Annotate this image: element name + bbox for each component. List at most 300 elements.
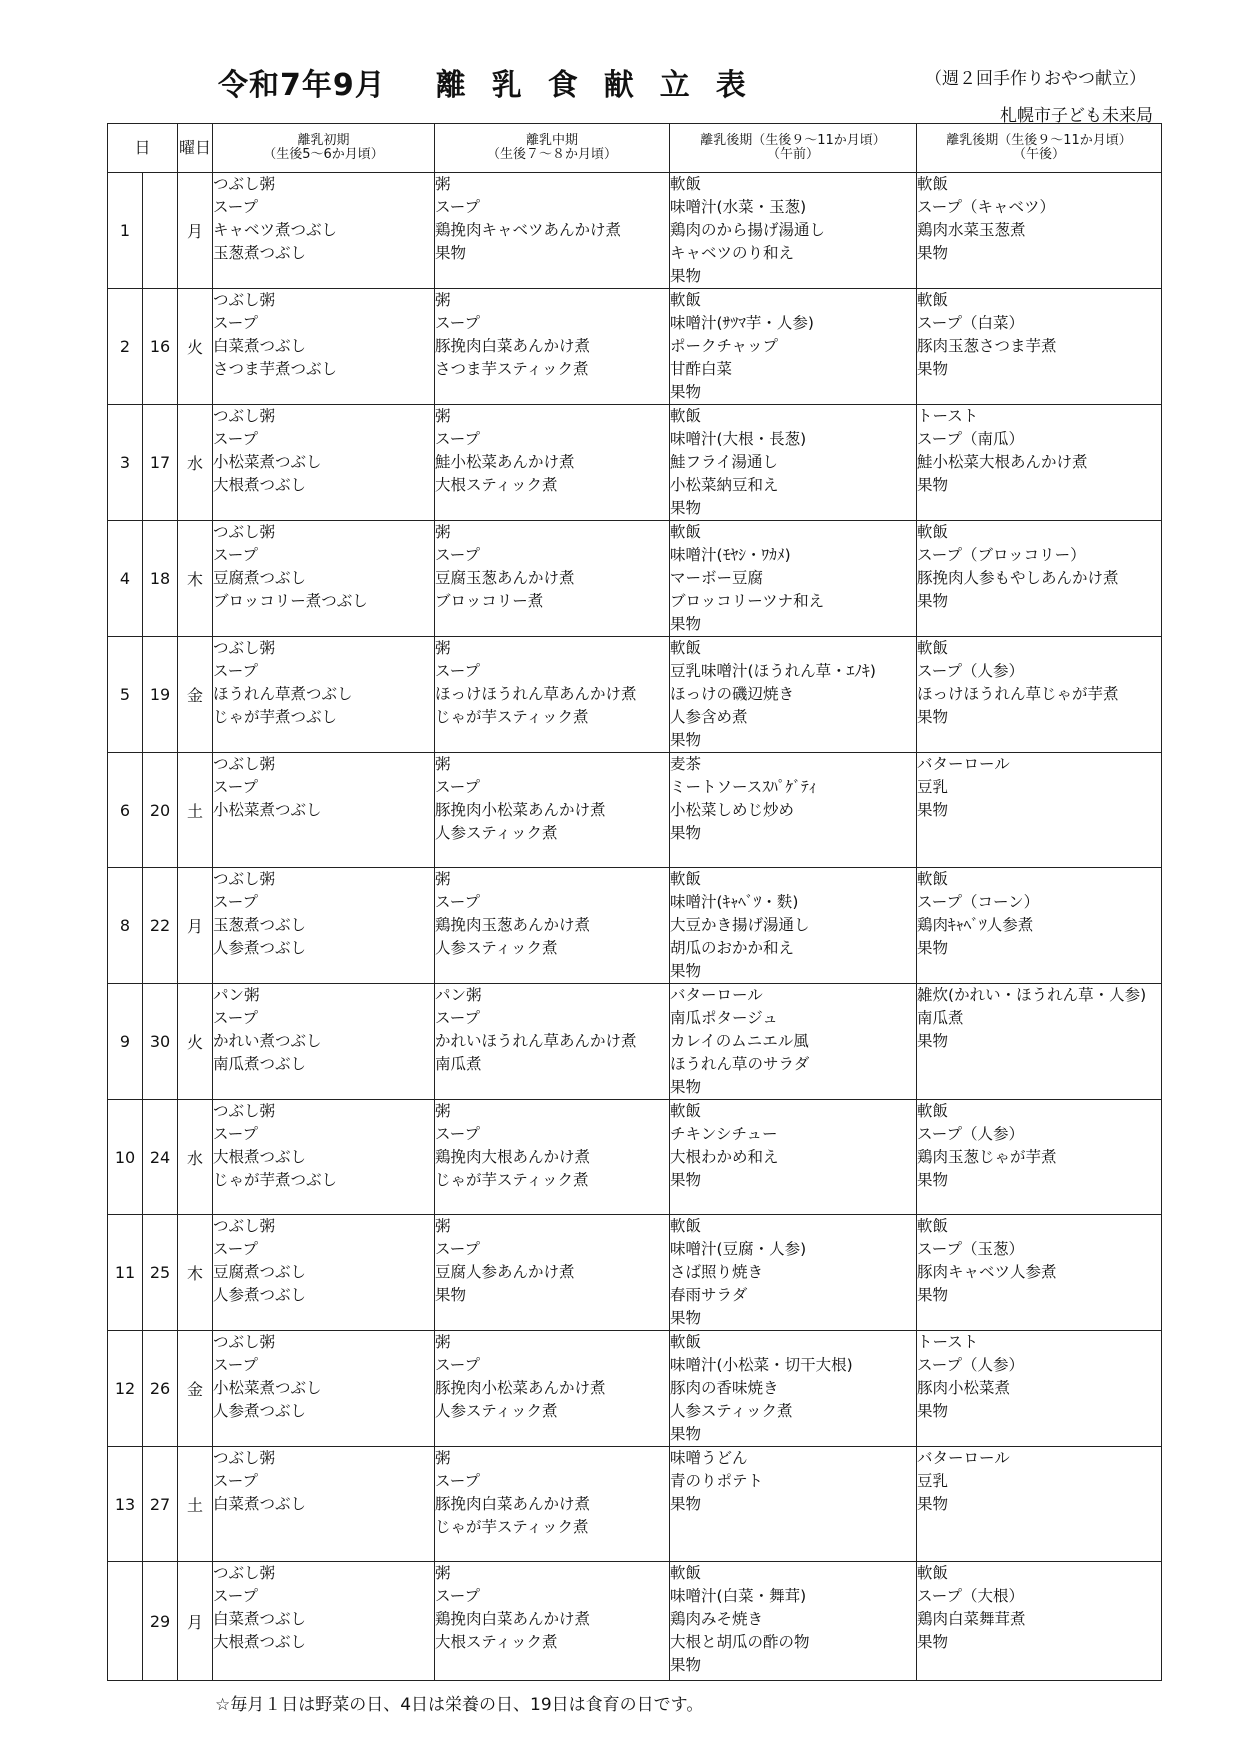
menu-item: 小松菜煮つぶし: [213, 453, 322, 471]
menu-item: 味噌汁(白菜・舞茸): [670, 1587, 807, 1605]
menu-cell-late-pm: [917, 753, 1162, 868]
menu-item: スープ（キャベツ）: [917, 198, 1055, 216]
menu-cell-mid: [435, 521, 670, 637]
menu-item: 人参煮つぶし: [213, 939, 307, 957]
footer-note: ☆毎月１日は野菜の日、4日は栄養の日、19日は食育の日です。: [215, 1695, 704, 1715]
menu-item: スープ: [435, 546, 480, 564]
menu-item: 果物: [670, 615, 702, 633]
menu-item: 果物: [917, 708, 949, 726]
menu-item: 豚肉小松菜煮: [917, 1379, 1011, 1397]
menu-item: スープ（人参）: [917, 1356, 1024, 1374]
header-day: 日: [108, 124, 178, 173]
row-date: 19: [143, 637, 178, 753]
menu-item: 粥: [435, 1564, 451, 1582]
menu-cell-mid: [435, 173, 670, 289]
menu-item: 果物: [917, 1402, 949, 1420]
menu-item: 大根と胡瓜の酢の物: [670, 1633, 810, 1651]
menu-item: 鮭小松菜大根あんかけ煮: [917, 453, 1088, 471]
menu-item: 軟飯: [670, 1333, 702, 1351]
row-weekday: 火: [178, 289, 213, 405]
menu-item: 果物: [917, 244, 949, 262]
row-date: 30: [143, 984, 178, 1100]
header-early: [213, 124, 435, 173]
menu-item: バターロール: [917, 1449, 1010, 1467]
menu-item: 軟飯: [917, 1564, 949, 1582]
menu-item: スープ: [435, 778, 480, 796]
menu-item: ブロッコリー煮: [435, 592, 544, 610]
menu-item: 鶏肉水菜玉葱煮: [917, 221, 1026, 239]
menu-cell-late-pm: [917, 1447, 1162, 1562]
menu-item: スープ（白菜）: [917, 314, 1024, 332]
row-number: 10: [108, 1100, 143, 1215]
menu-item: 大根煮つぶし: [213, 1148, 307, 1166]
menu-item: 軟飯: [917, 523, 949, 541]
menu-item: 軟飯: [917, 1217, 949, 1235]
table-row: [108, 868, 1162, 984]
menu-cell-early: [213, 753, 435, 868]
menu-item: 果物: [917, 1171, 949, 1189]
menu-item: 味噌汁(豆腐・人参): [670, 1240, 807, 1258]
menu-item: かれい煮つぶし: [213, 1032, 322, 1050]
row-date: 25: [143, 1215, 178, 1331]
menu-item: 南瓜煮つぶし: [213, 1055, 307, 1073]
menu-item: スープ: [435, 662, 480, 680]
menu-item: 粥: [435, 1333, 451, 1351]
row-number: 3: [108, 405, 143, 521]
menu-item: スープ: [435, 1125, 480, 1143]
header-dow: 曜日: [178, 124, 213, 173]
menu-cell-late-pm: [917, 1100, 1162, 1215]
menu-item: 粥: [435, 407, 451, 425]
menu-item: パン粥: [213, 986, 260, 1004]
menu-item: 粥: [435, 639, 451, 657]
menu-item: 豆腐人参あんかけ煮: [435, 1263, 575, 1281]
menu-item: キャベツ煮つぶし: [213, 221, 338, 239]
menu-item: 玉葱煮つぶし: [213, 916, 307, 934]
menu-item: 果物: [917, 592, 949, 610]
header-late-am: [670, 124, 917, 173]
row-weekday: 土: [178, 753, 213, 868]
menu-cell-late-pm: [917, 405, 1162, 521]
menu-item: スープ: [213, 662, 258, 680]
menu-item: さつま芋スティック煮: [435, 360, 589, 378]
menu-item: 人参煮つぶし: [213, 1402, 307, 1420]
table-row: [108, 289, 1162, 405]
menu-item: 鶏挽肉玉葱あんかけ煮: [435, 916, 591, 934]
menu-item: 味噌汁(ﾓﾔｼ・ﾜｶﾒ): [670, 546, 791, 564]
menu-item: 味噌汁(大根・長葱): [670, 430, 807, 448]
menu-item: スープ: [213, 1356, 258, 1374]
row-date: 27: [143, 1447, 178, 1562]
menu-cell-late-pm: [917, 521, 1162, 637]
menu-item: 大根わかめ和え: [670, 1148, 779, 1166]
row-weekday: 月: [178, 1562, 213, 1681]
menu-item: 味噌汁(ｻﾂﾏ芋・人参): [670, 314, 814, 332]
menu-item: じゃが芋スティック煮: [435, 1171, 589, 1189]
menu-item: スープ: [213, 430, 258, 448]
menu-item: かれいほうれん草あんかけ煮: [435, 1032, 637, 1050]
header-late-am-line2: （午前）: [767, 147, 820, 162]
menu-item: ブロッコリー煮つぶし: [213, 592, 368, 610]
menu-item: ほっけほうれん草じゃが芋煮: [917, 685, 1119, 703]
menu-cell-late-am: [670, 984, 917, 1100]
row-number: 2: [108, 289, 143, 405]
menu-item: 果物: [917, 1495, 949, 1513]
menu-item: 南瓜ポタージュ: [670, 1009, 778, 1027]
menu-item: 豚肉キャベツ人参煮: [917, 1263, 1057, 1281]
menu-item: つぶし粥: [213, 1449, 276, 1467]
menu-cell-mid: [435, 1215, 670, 1331]
menu-item: 軟飯: [917, 291, 949, 309]
menu-item: つぶし粥: [213, 1217, 276, 1235]
row-date: 29: [143, 1562, 178, 1681]
menu-item: さつま芋煮つぶし: [213, 360, 338, 378]
menu-cell-mid: [435, 984, 670, 1100]
menu-cell-early: [213, 173, 435, 289]
table-row: [108, 405, 1162, 521]
menu-item: 果物: [435, 244, 467, 262]
menu-item: 大根スティック煮: [435, 1633, 558, 1651]
menu-item: じゃが芋煮つぶし: [213, 708, 338, 726]
header-early-line1: 離乳初期: [297, 133, 350, 148]
menu-cell-late-am: [670, 289, 917, 405]
menu-item: 豆乳: [917, 1472, 949, 1490]
row-weekday: 水: [178, 1100, 213, 1215]
menu-item: 胡瓜のおかか和え: [670, 939, 795, 957]
row-number: 1: [108, 173, 143, 289]
row-weekday: 土: [178, 1447, 213, 1562]
menu-item: 粥: [435, 291, 451, 309]
row-number: 13: [108, 1447, 143, 1562]
menu-item: ブロッコリーツナ和え: [670, 592, 825, 610]
menu-item: 果物: [670, 1078, 702, 1096]
menu-cell-mid: [435, 1331, 670, 1447]
menu-item: 豚肉の香味焼き: [670, 1379, 779, 1397]
menu-cell-early: [213, 521, 435, 637]
row-number: 9: [108, 984, 143, 1100]
menu-item: 味噌汁(小松菜・切干大根): [670, 1356, 853, 1374]
table-row: [108, 173, 1162, 289]
menu-item: じゃが芋スティック煮: [435, 708, 589, 726]
row-date: 22: [143, 868, 178, 984]
menu-table: [107, 123, 1162, 1681]
menu-item: 青のりポテト: [670, 1472, 764, 1490]
menu-item: じゃが芋煮つぶし: [213, 1171, 338, 1189]
row-weekday: 金: [178, 637, 213, 753]
menu-item: 果物: [435, 1286, 467, 1304]
menu-item: 鶏肉のから揚げ湯通し: [670, 221, 826, 239]
menu-item: 豆腐煮つぶし: [213, 1263, 307, 1281]
menu-cell-mid: [435, 1447, 670, 1562]
menu-item: さば照り焼き: [670, 1263, 764, 1281]
row-weekday: 木: [178, 521, 213, 637]
menu-cell-early: [213, 405, 435, 521]
table-row: [108, 521, 1162, 637]
menu-cell-late-pm: [917, 1562, 1162, 1681]
row-number: [108, 1562, 143, 1681]
menu-item: スープ（人参）: [917, 662, 1024, 680]
header-late-pm-line2: （午後）: [1013, 147, 1066, 162]
menu-cell-mid: [435, 1562, 670, 1681]
menu-item: 果物: [917, 1633, 949, 1651]
menu-item: トースト: [917, 407, 979, 425]
menu-item: スープ（南瓜）: [917, 430, 1024, 448]
menu-item: 果物: [670, 267, 702, 285]
menu-item: ほうれん草のサラダ: [670, 1055, 810, 1073]
row-number: 4: [108, 521, 143, 637]
menu-cell-mid: [435, 405, 670, 521]
menu-item: スープ: [213, 1240, 258, 1258]
menu-item: 果物: [917, 1286, 949, 1304]
menu-cell-early: [213, 984, 435, 1100]
menu-item: カレイのムニエル風: [670, 1032, 809, 1050]
menu-cell-late-am: [670, 1447, 917, 1562]
menu-cell-late-pm: [917, 173, 1162, 289]
menu-item: 鶏挽肉白菜あんかけ煮: [435, 1610, 591, 1628]
menu-item: 味噌汁(ｷｬﾍﾞﾂ・麩): [670, 893, 799, 911]
menu-item: スープ: [213, 198, 258, 216]
row-number: 8: [108, 868, 143, 984]
menu-item: じゃが芋スティック煮: [435, 1518, 589, 1536]
menu-item: 軟飯: [670, 291, 702, 309]
menu-item: スープ: [435, 198, 480, 216]
menu-item: 南瓜煮: [435, 1055, 482, 1073]
row-date: 26: [143, 1331, 178, 1447]
header-late-pm: [917, 124, 1162, 173]
row-weekday: 水: [178, 405, 213, 521]
menu-cell-late-am: [670, 1562, 917, 1681]
menu-item: 白菜煮つぶし: [213, 1610, 307, 1628]
menu-cell-early: [213, 1331, 435, 1447]
header-row: [108, 124, 1162, 173]
menu-item: スープ（大根）: [917, 1587, 1024, 1605]
menu-cell-late-am: [670, 1100, 917, 1215]
menu-item: 豆乳: [917, 778, 949, 796]
menu-item: スープ: [213, 893, 258, 911]
menu-item: 小松菜しめじ炒め: [670, 801, 795, 819]
menu-item: 豆乳味噌汁(ほうれん草・ｴﾉｷ): [670, 662, 876, 680]
menu-item: スープ: [435, 1009, 480, 1027]
menu-cell-late-am: [670, 173, 917, 289]
menu-item: 味噌汁(水菜・玉葱): [670, 198, 807, 216]
menu-item: 果物: [917, 360, 949, 378]
organization-name: 札幌市子ども未来局: [1000, 106, 1153, 126]
menu-item: 鶏肉みそ焼き: [670, 1610, 764, 1628]
menu-item: 豚挽肉小松菜あんかけ煮: [435, 1379, 606, 1397]
menu-cell-late-pm: [917, 637, 1162, 753]
menu-item: 人参スティック煮: [435, 824, 558, 842]
menu-item: スープ: [213, 1472, 258, 1490]
table-row: [108, 1100, 1162, 1215]
menu-item: 果物: [670, 499, 702, 517]
menu-item: つぶし粥: [213, 175, 276, 193]
menu-item: 軟飯: [670, 1102, 702, 1120]
header-late-pm-line1: 離乳後期（生後９～11か月頃）: [946, 133, 1132, 148]
menu-item: 軟飯: [917, 1102, 949, 1120]
menu-item: スープ: [435, 1587, 480, 1605]
table-row: [108, 984, 1162, 1100]
menu-cell-early: [213, 1100, 435, 1215]
menu-cell-mid: [435, 289, 670, 405]
header-late-am-line1: 離乳後期（生後９～11か月頃）: [700, 133, 886, 148]
menu-item: 果物: [917, 939, 949, 957]
menu-cell-early: [213, 637, 435, 753]
menu-item: 果物: [670, 1656, 702, 1674]
menu-item: スープ: [213, 1125, 258, 1143]
row-number: 6: [108, 753, 143, 868]
menu-item: マーボー豆腐: [670, 569, 764, 587]
menu-item: 人参含め煮: [670, 708, 748, 726]
menu-cell-mid: [435, 1100, 670, 1215]
menu-item: 豚挽肉白菜あんかけ煮: [435, 337, 591, 355]
menu-item: 軟飯: [670, 1564, 702, 1582]
table-row: [108, 1215, 1162, 1331]
menu-item: 軟飯: [670, 639, 702, 657]
menu-item: スープ（ブロッコリー）: [917, 546, 1086, 564]
row-date: 16: [143, 289, 178, 405]
table-row: [108, 1562, 1162, 1681]
menu-item: 軟飯: [917, 175, 949, 193]
row-date: 20: [143, 753, 178, 868]
menu-item: ほっけほうれん草あんかけ煮: [435, 685, 637, 703]
row-weekday: 月: [178, 173, 213, 289]
menu-item: 味噌うどん: [670, 1449, 748, 1467]
menu-item: スープ: [213, 778, 258, 796]
table-row: [108, 637, 1162, 753]
menu-cell-mid: [435, 637, 670, 753]
menu-item: つぶし粥: [213, 1102, 276, 1120]
menu-item: バターロール: [670, 986, 763, 1004]
menu-item: 果物: [670, 962, 702, 980]
menu-item: スープ: [435, 1356, 480, 1374]
menu-item: スープ: [435, 1472, 480, 1490]
menu-item: つぶし粥: [213, 523, 276, 541]
menu-item: 粥: [435, 175, 451, 193]
menu-item: 玉葱煮つぶし: [213, 244, 307, 262]
row-number: 5: [108, 637, 143, 753]
menu-item: 豚挽肉小松菜あんかけ煮: [435, 801, 606, 819]
row-date: [143, 173, 178, 289]
menu-item: 粥: [435, 1102, 451, 1120]
menu-item: 果物: [670, 824, 702, 842]
menu-item: 果物: [670, 731, 702, 749]
menu-item: 南瓜煮: [917, 1009, 964, 1027]
menu-item: 大根煮つぶし: [213, 476, 307, 494]
menu-item: 鶏挽肉キャベツあんかけ煮: [435, 221, 622, 239]
menu-item: 軟飯: [670, 870, 702, 888]
menu-cell-mid: [435, 868, 670, 984]
menu-item: 果物: [670, 383, 702, 401]
header-mid-line1: 離乳中期: [526, 133, 579, 148]
menu-item: 白菜煮つぶし: [213, 337, 307, 355]
menu-cell-late-am: [670, 868, 917, 984]
menu-item: 鶏肉玉葱じゃが芋煮: [917, 1148, 1057, 1166]
menu-item: 小松菜煮つぶし: [213, 801, 322, 819]
menu-item: つぶし粥: [213, 1564, 276, 1582]
menu-item: スープ: [435, 1240, 480, 1258]
menu-item: つぶし粥: [213, 639, 276, 657]
menu-cell-late-am: [670, 753, 917, 868]
menu-item: 豆腐煮つぶし: [213, 569, 307, 587]
menu-item: 大根煮つぶし: [213, 1633, 307, 1651]
menu-item: 鶏挽肉大根あんかけ煮: [435, 1148, 591, 1166]
row-date: 17: [143, 405, 178, 521]
menu-cell-early: [213, 1562, 435, 1681]
menu-item: スープ: [213, 1587, 258, 1605]
menu-item: キャベツのり和え: [670, 244, 795, 262]
row-weekday: 火: [178, 984, 213, 1100]
menu-item: 甘酢白菜: [670, 360, 733, 378]
menu-cell-mid: [435, 753, 670, 868]
menu-item: ほうれん草煮つぶし: [213, 685, 353, 703]
menu-cell-late-am: [670, 405, 917, 521]
title-main: 離乳食献立表: [435, 68, 772, 103]
menu-item: 人参煮つぶし: [213, 1286, 307, 1304]
menu-item: ほっけの磯辺焼き: [670, 685, 795, 703]
menu-item: 粥: [435, 523, 451, 541]
menu-item: 人参スティック煮: [435, 1402, 558, 1420]
menu-item: 鶏肉ｷｬﾍﾞﾂ人参煮: [917, 916, 1034, 934]
menu-item: パン粥: [435, 986, 482, 1004]
menu-cell-late-pm: [917, 1215, 1162, 1331]
menu-item: つぶし粥: [213, 291, 276, 309]
menu-item: ポークチャップ: [670, 337, 779, 355]
menu-item: 軟飯: [670, 175, 702, 193]
menu-item: スープ（人参）: [917, 1125, 1024, 1143]
menu-item: スープ: [435, 430, 480, 448]
row-weekday: 木: [178, 1215, 213, 1331]
subtitle-note: （週２回手作りおやつ献立）: [925, 69, 1146, 89]
menu-cell-late-am: [670, 1215, 917, 1331]
menu-item: 果物: [670, 1309, 702, 1327]
menu-item: 果物: [670, 1495, 702, 1513]
menu-item: スープ: [435, 893, 480, 911]
menu-item: スープ: [213, 546, 258, 564]
menu-item: 鶏肉白菜舞茸煮: [917, 1610, 1026, 1628]
menu-item: 小松菜納豆和え: [670, 476, 779, 494]
menu-item: 果物: [917, 801, 949, 819]
menu-item: 果物: [917, 1032, 949, 1050]
menu-cell-late-am: [670, 521, 917, 637]
menu-item: スープ: [435, 314, 480, 332]
table-row: [108, 1447, 1162, 1562]
menu-item: 果物: [670, 1425, 702, 1443]
table-row: [108, 753, 1162, 868]
menu-item: 鮭小松菜あんかけ煮: [435, 453, 575, 471]
menu-cell-early: [213, 1215, 435, 1331]
row-number: 11: [108, 1215, 143, 1331]
menu-item: 豚肉玉葱さつま芋煮: [917, 337, 1057, 355]
menu-item: 麦茶: [670, 755, 702, 773]
menu-cell-late-am: [670, 1331, 917, 1447]
menu-item: スープ: [213, 1009, 258, 1027]
menu-item: チキンシチュー: [670, 1125, 778, 1143]
header-early-line2: （生後5～6か月頃）: [263, 147, 384, 162]
row-weekday: 金: [178, 1331, 213, 1447]
menu-cell-late-pm: [917, 868, 1162, 984]
menu-cell-late-am: [670, 637, 917, 753]
menu-item: 鮭フライ湯通し: [670, 453, 779, 471]
menu-item: 粥: [435, 870, 451, 888]
menu-item: 粥: [435, 1217, 451, 1235]
menu-cell-late-pm: [917, 984, 1162, 1100]
menu-item: 軟飯: [670, 407, 702, 425]
menu-item: 果物: [917, 476, 949, 494]
table-row: [108, 1331, 1162, 1447]
menu-item: 大根スティック煮: [435, 476, 558, 494]
menu-item: ミートソースｽﾊﾟｹﾞﾃｨ: [670, 778, 817, 796]
menu-item: スープ: [213, 314, 258, 332]
